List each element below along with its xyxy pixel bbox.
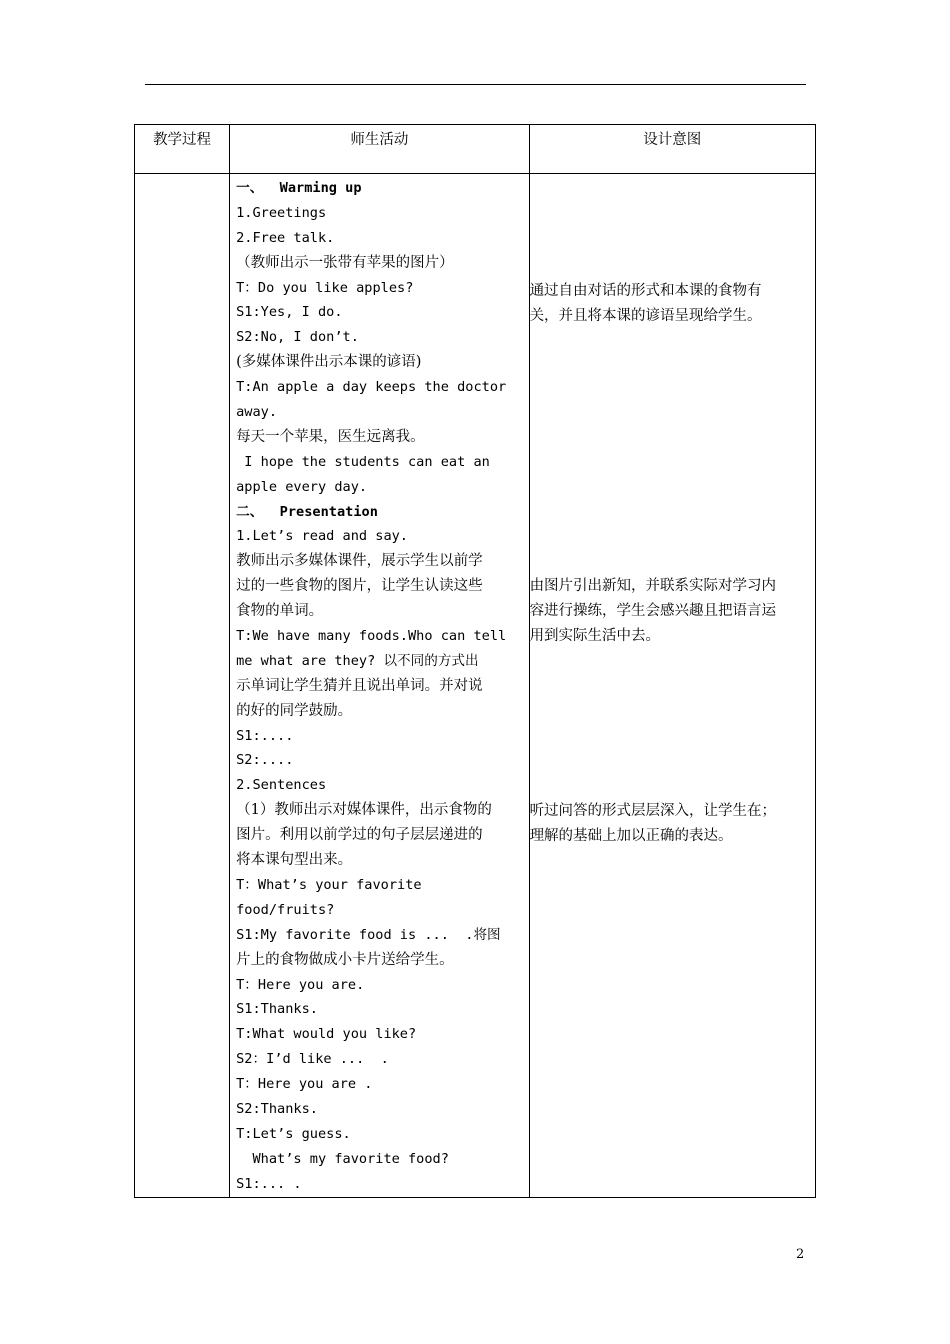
activity-line: 将本课句型出来。 [236,852,353,869]
activity-line: （教师出示一张带有苹果的图片） [236,254,454,271]
intent-line: 关，并且将本课的谚语呈现给学生。 [529,308,762,324]
intent-line: 听过问答的形式层层深入，让学生在； [529,803,777,819]
activity-cell [230,174,529,1198]
header-design-intent: 设计意图 [529,125,815,174]
activity-line: T:An apple a day keeps the doctor [236,379,507,396]
process-cell [135,174,230,1198]
activity-line: (多媒体课件出示本课的谚语) [236,354,422,371]
activity-line: S1:My favorite food is ... .将图 [236,926,501,943]
lesson-plan-table [134,124,816,1198]
activity-line: 二、 Presentation [236,503,378,520]
table-header-row [135,125,816,174]
activity-line: food/fruits? [236,901,335,918]
activity-line: 教师出示多媒体课件，展示学生以前学 [236,553,483,570]
table-body-row [135,174,816,1198]
page-number: 2 [796,1247,805,1262]
activity-line: S1:... . [236,1175,302,1192]
intent-cell [529,174,815,1198]
activity-line: S1:Thanks. [236,1001,318,1018]
header-teaching-process: 教学过程 [135,125,230,174]
intent-line: 由图片引出新知，并联系实际对学习内 [529,578,777,594]
intent-paragraph [530,799,816,849]
activity-line: T：Here you are . [236,1076,373,1093]
activity-line: T:We have many foods.Who can tell [236,628,507,645]
activity-line: 2.Sentences [236,777,327,794]
activity-line: S2:.... [236,752,294,769]
activity-line: I hope the students can eat an [236,453,490,470]
activity-line: 示单词让学生猜并且说出单词。并对说 [236,677,483,694]
activity-line: 一、 Warming up [236,180,362,196]
activity-line: 片上的食物做成小卡片送给学生。 [236,951,454,968]
activity-line: apple every day. [236,478,368,495]
intent-line: 通过自由对话的形式和本课的食物有 [529,283,762,299]
activity-line: 1.Greetings [236,204,327,221]
activity-line: away. [236,404,278,421]
activity-line: 每天一个苹果，医生远离我。 [236,428,425,445]
intent-paragraph [530,279,816,329]
activity-line: What’s my favorite food? [236,1150,449,1167]
activity-line: S2：I’d like ... . [236,1051,389,1068]
intent-line: 理解的基础上加以正确的表达。 [529,828,733,844]
activity-lines [230,174,528,1197]
activity-line: S1:.... [236,727,294,744]
intent-line: 用到实际生活中去。 [529,628,661,644]
activity-line: 2.Free talk. [236,229,335,246]
activity-line: T：What’s your favorite [236,876,422,893]
activity-line: 图片。利用以前学过的句子层层递进的 [236,827,483,844]
activity-line: S2:Thanks. [236,1100,318,1117]
intent-paragraph [530,574,816,649]
activity-line: 食物的单词。 [236,603,324,620]
activity-line: T:What would you like? [236,1026,417,1043]
activity-line: me what are they? 以不同的方式出 [236,652,479,669]
intent-line: 容进行操练，学生会感兴趣且把语言运 [529,603,777,619]
activity-line: T:Let’s guess. [236,1125,351,1142]
activity-line: 的好的同学鼓励。 [236,702,353,719]
activity-line: T：Here you are. [236,976,365,993]
activity-line: 过的一些食物的图片，让学生认读这些 [236,578,483,595]
activity-line: S2:No, I don’t. [236,329,359,346]
header-rule [145,84,806,85]
activity-line: S1:Yes, I do. [236,304,343,321]
header-activities: 师生活动 [230,125,529,174]
activity-line: T：Do you like apples? [236,279,414,296]
activity-line: 1.Let’s read and say. [236,528,408,545]
activity-line: （1）教师出示对媒体课件，出示食物的 [236,802,492,819]
